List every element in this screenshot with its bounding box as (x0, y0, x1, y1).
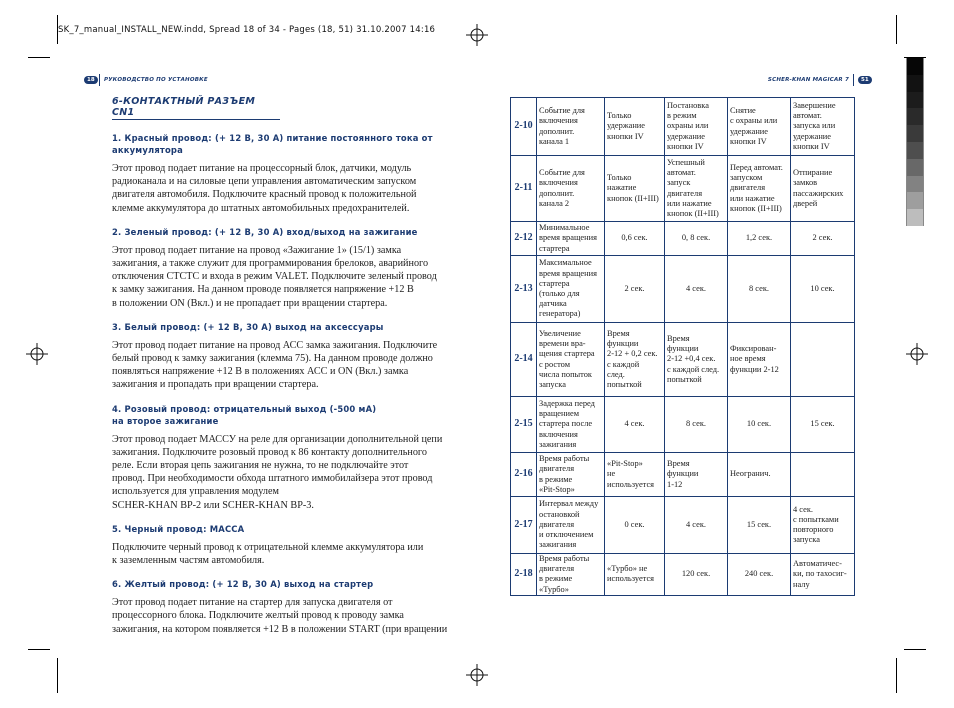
table-cell: Неогранич. (728, 453, 791, 497)
color-swatch (906, 108, 924, 125)
color-swatch (906, 92, 924, 109)
table-cell: 4 сек. с попытками повторного запуска (791, 497, 855, 554)
table-cell: 120 сек. (665, 554, 728, 596)
table-cell: 1,2 сек. (728, 222, 791, 256)
table-cell: Завершение автомат. запуска или удержание кнопки IV (791, 98, 855, 156)
left-running-head: РУКОВОДСТВО ПО УСТАНОВКЕ (104, 77, 208, 83)
wire-descriptions (112, 96, 454, 647)
function-description: Максимальное время вращения стартера (только для датчика генератора) (537, 256, 605, 323)
table-cell: 4 сек. (665, 497, 728, 554)
table-cell: 15 сек. (791, 397, 855, 453)
registration-mark-icon (26, 343, 48, 365)
crop-mark (57, 658, 58, 693)
table-cell: Время функции 2-12 + 0,2 сек. с каждой след. попыткой (605, 323, 665, 397)
wire-description: Подключите черный провод к отрицательной клемме аккумулятора или к заземленным частям автомобиля. (112, 541, 424, 567)
wire-description: Этот провод подает питание на провод «Зажигание 1» (15/1) замка зажигания, а также служит для программирования брелоков, аварийного отключения СТСТС и входа в режим VALET. Подключите зеленый провод к замку зажигания. На данном проводе появляется напряжение +12 В в положении ON (Вкл.) и не пропадает при вращении стартера. (112, 244, 437, 309)
table-cell: 4 сек. (665, 256, 728, 323)
crop-mark (28, 649, 50, 650)
crop-mark (896, 658, 897, 693)
table-cell: 240 сек. (728, 554, 791, 596)
table-row (511, 222, 855, 256)
table-cell (791, 323, 855, 397)
table-cell: 0,6 сек. (605, 222, 665, 256)
table-cell: «Pit-Stop» не используется (605, 453, 665, 497)
table-cell: 4 сек. (605, 397, 665, 453)
table-cell: Только удержание кнопки IV (605, 98, 665, 156)
table-cell: «Турбо» не используется (605, 554, 665, 596)
table-cell: Снятие с охраны или удержание кнопки IV (728, 98, 791, 156)
function-description: Событие для включения дополнит. канала 1 (537, 98, 605, 156)
function-number: 2-12 (511, 222, 537, 256)
table-cell: Фиксирован- ное время функции 2-12 (728, 323, 791, 397)
table-cell: Время функции 2-12 +0,4 сек. с каждой след. попыткой (665, 323, 728, 397)
crop-mark (28, 57, 50, 58)
function-description: Событие для включения дополнит. канала 2 (537, 156, 605, 222)
wire-description: Этот провод подает питание на провод АСС замка зажигания. Подключите белый провод к замку зажигания (клемма 75). На данном проводе должно появляться напряжение +12 В в положениях АСС и ON (Вкл.) замка зажигания и пропадать при вращении стартера. (112, 339, 438, 391)
table-row (511, 497, 855, 554)
header-divider (99, 74, 100, 86)
function-number: 2-13 (511, 256, 537, 323)
wire-heading: 5. Черный провод: МАССА (112, 523, 245, 534)
print-slug: SK_7_manual_INSTALL_NEW.indd, Spread 18 of 34 - Pages (18, 51) 31.10.2007 14:16 (58, 25, 436, 35)
color-swatch (906, 176, 924, 193)
color-swatch (906, 125, 924, 142)
table-cell: 8 сек. (728, 256, 791, 323)
table-cell: 2 сек. (791, 222, 855, 256)
table-cell: 0 сек. (605, 497, 665, 554)
table-row (511, 554, 855, 596)
table-cell: 15 сек. (728, 497, 791, 554)
table-cell: 10 сек. (728, 397, 791, 453)
registration-mark-icon (466, 24, 488, 46)
function-number: 2-18 (511, 554, 537, 596)
header-divider (853, 74, 854, 86)
table-cell: Успешный автомат. запуск двигателя или нажатие кнопок (II+III) (665, 156, 728, 222)
function-description: Увеличение времени вра- щения стартера с ростом числа попыток запуска (537, 323, 605, 397)
color-swatch (906, 75, 924, 92)
function-description: Время работы двигателя в режиме «Pit-Stop» (537, 453, 605, 497)
table-row (511, 156, 855, 222)
table-cell: Постановка в режим охраны или удержание кнопки IV (665, 98, 728, 156)
function-number: 2-11 (511, 156, 537, 222)
wire-description: Этот провод подает МАССУ на реле для организации дополнительной цепи зажигания. Подключите розовый провод к 86 контакту дополнительного реле. Если вторая цепь зажигания не нужна, то не подключайте этот провод. При необходимости обхода штатного иммобилайзера этот провод используется для управления модулем SCHER-KHAN BP-2 или SCHER-KHAN BP-3. (112, 433, 443, 511)
function-number: 2-17 (511, 497, 537, 554)
wire-heading: 2. Зеленый провод: (+ 12 В, 30 А) вход/выход на зажигание (112, 226, 418, 237)
color-swatch (906, 159, 924, 176)
crop-mark (57, 15, 58, 44)
wire-description: Этот провод подает питание на стартер для запуска двигателя от процессорного блока. Подключите желтый провод к проводу замка зажигания, на котором появляется +12 В в положении START (при вращении (112, 597, 448, 635)
color-swatch (906, 209, 924, 226)
crop-mark (904, 649, 926, 650)
wire-heading: 6. Желтый провод: (+ 12 В, 30 А) выход на стартер (112, 579, 374, 590)
function-number: 2-16 (511, 453, 537, 497)
table-row (511, 98, 855, 156)
registration-mark-icon (906, 343, 928, 365)
table-row (511, 397, 855, 453)
function-description: Задержка перед вращением стартера после включения зажигания (537, 397, 605, 453)
registration-mark-icon (466, 664, 488, 686)
function-description: Интервал между остановкой двигателя и отключением зажигания (537, 497, 605, 554)
left-page-number: 18 (84, 76, 98, 84)
table-cell: Только нажатие кнопок (II+III) (605, 156, 665, 222)
table-cell: Перед автомат. запуском двигателя или нажатие кнопок (II+III) (728, 156, 791, 222)
table-cell: 10 сек. (791, 256, 855, 323)
table-cell: 8 сек. (665, 397, 728, 453)
right-page-number: 51 (858, 76, 872, 84)
wire-heading: 4. Розовый провод: отрицательный выход (-500 мА) на второе зажигание (112, 403, 377, 426)
function-description: Время работы двигателя в режиме «Турбо» (537, 554, 605, 596)
table-cell: 2 сек. (605, 256, 665, 323)
section-title: 6-КОНТАКТНЫЙ РАЗЪЕМ CN1 (112, 96, 280, 120)
color-swatch-strip (906, 58, 922, 226)
wire-description: Этот провод подает питание на процессорный блок, датчики, модуль радиоканала и на силовые цепи управления автоматическим запуском двигателя автомобиля. Подключите красный провод к положительной клемме аккумулятора до штатных автомобильных предохранителей. (112, 163, 417, 214)
table-cell: Автоматичес- ки, по тахосиг- налу (791, 554, 855, 596)
color-swatch (906, 58, 924, 75)
function-number: 2-10 (511, 98, 537, 156)
table-row (511, 256, 855, 323)
color-swatch (906, 142, 924, 159)
table-cell: Отпирание замков пассажирских дверей (791, 156, 855, 222)
crop-mark (896, 15, 897, 44)
table-row (511, 323, 855, 397)
wire-heading: 3. Белый провод: (+ 12 В, 30 А) выход на аксессуары (112, 321, 384, 332)
right-running-head: SCHER-KHAN MAGICAR 7 (767, 77, 849, 83)
function-settings-table (510, 97, 855, 596)
function-number: 2-15 (511, 397, 537, 453)
wire-heading: 1. Красный провод: (+ 12 В, 30 А) питание постоянного тока от аккумулятора (112, 133, 433, 155)
function-number: 2-14 (511, 323, 537, 397)
function-description: Минимальное время вращения стартера (537, 222, 605, 256)
table-row (511, 453, 855, 497)
table-cell: Время функции 1-12 (665, 453, 728, 497)
color-swatch (906, 192, 924, 209)
table-cell: 0, 8 сек. (665, 222, 728, 256)
table-cell (791, 453, 855, 497)
